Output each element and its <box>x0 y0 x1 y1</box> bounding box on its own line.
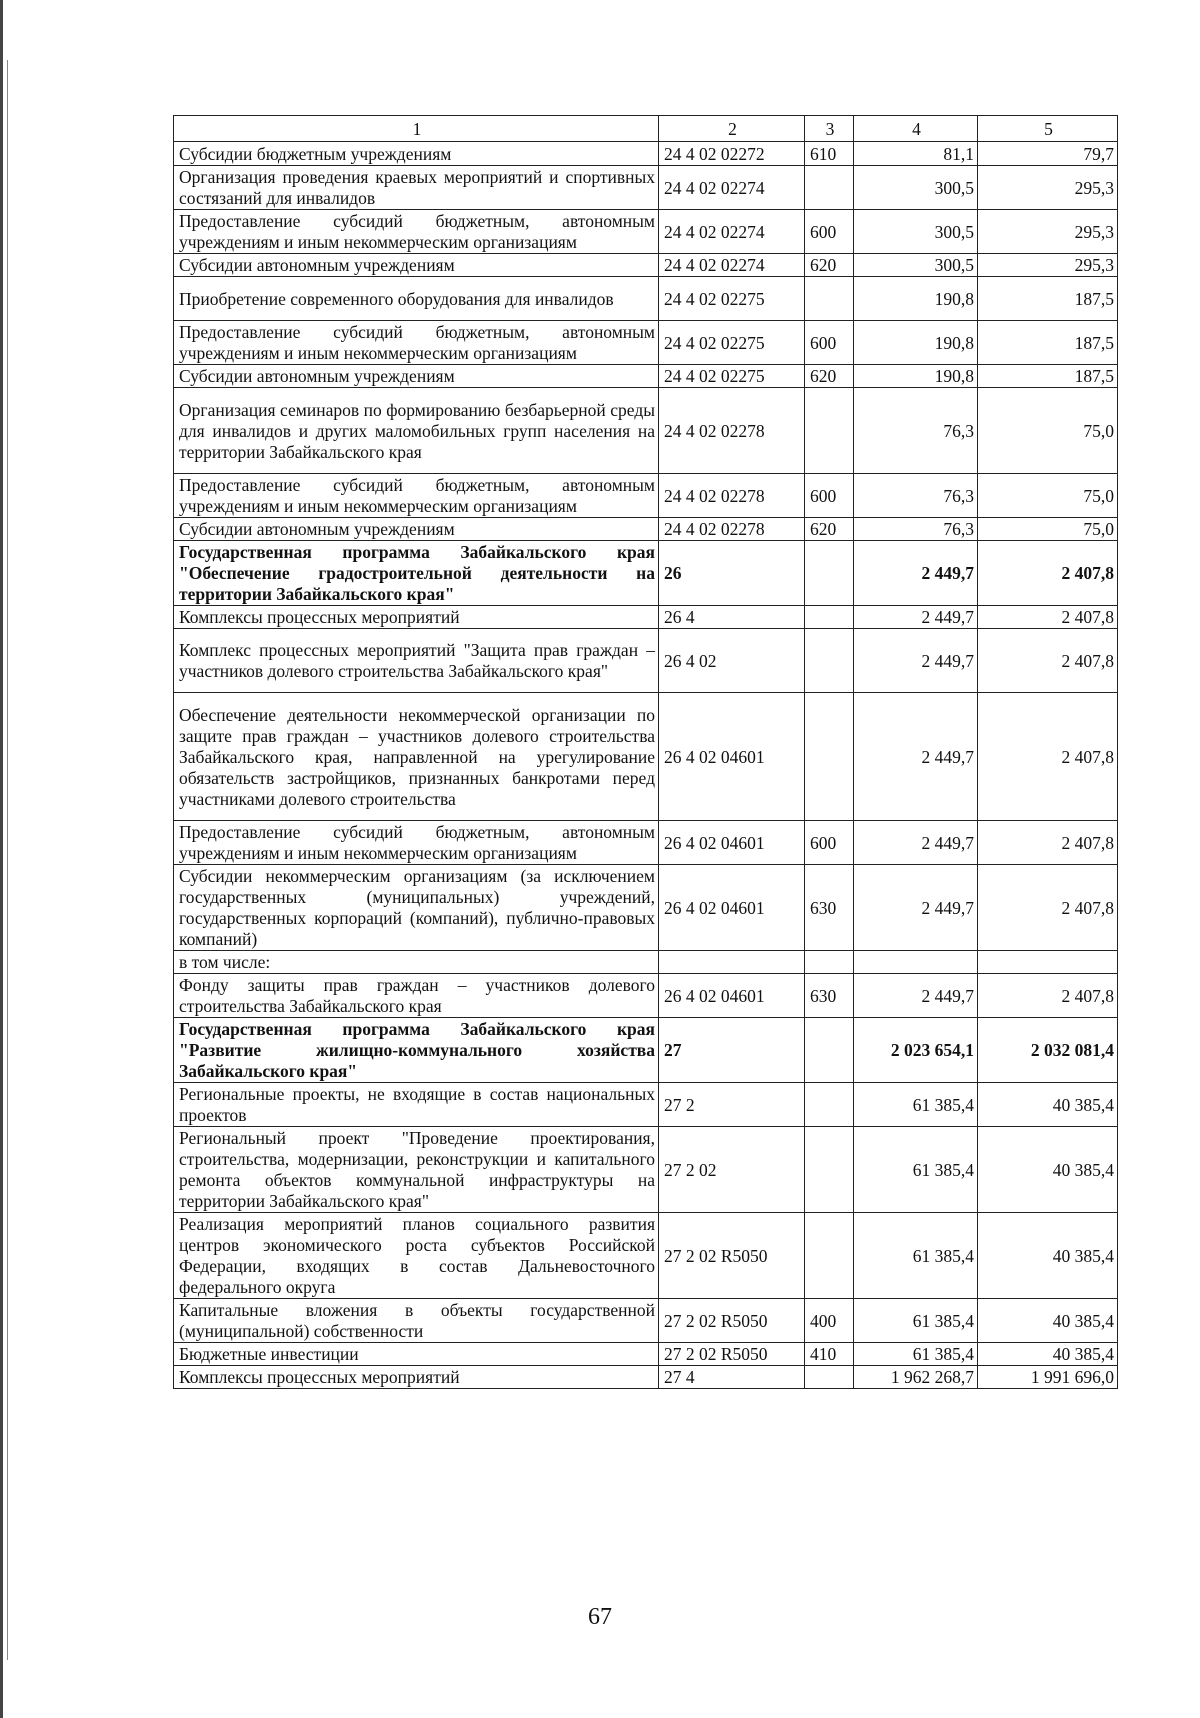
row-value-year-2: 40 385,4 <box>978 1213 1118 1299</box>
row-name: Предоставление субсидий бюджетным, автономным учреждениям и иным некоммерческим организациям <box>174 821 659 865</box>
row-expense-type <box>805 629 854 693</box>
row-value-year-2: 187,5 <box>978 365 1118 388</box>
table-row <box>174 1018 1118 1083</box>
row-expense-type <box>805 166 854 210</box>
row-value-year-1: 2 449,7 <box>854 865 978 951</box>
row-expense-type <box>805 1366 854 1389</box>
row-value-year-1: 1 962 268,7 <box>854 1366 978 1389</box>
row-code: 27 4 <box>659 1366 805 1389</box>
table-row <box>174 321 1118 365</box>
row-name: Предоставление субсидий бюджетным, автономным учреждениям и иным некоммерческим организациям <box>174 321 659 365</box>
row-value-year-2: 295,3 <box>978 166 1118 210</box>
header-col-3: 3 <box>805 116 854 142</box>
table-row <box>174 541 1118 606</box>
row-expense-type <box>805 1127 854 1213</box>
row-name: Субсидии некоммерческим организациям (за исключением государственных (муниципальных) учреждений, государственных корпораций (компаний), публично-правовых компаний) <box>174 865 659 951</box>
table-row <box>174 606 1118 629</box>
row-value-year-1: 2 449,7 <box>854 629 978 693</box>
row-value-year-2: 2 407,8 <box>978 974 1118 1018</box>
row-code: 27 <box>659 1018 805 1083</box>
header-col-1: 1 <box>174 116 659 142</box>
row-code: 24 4 02 02278 <box>659 388 805 474</box>
row-value-year-2: 2 407,8 <box>978 865 1118 951</box>
row-value-year-2: 2 407,8 <box>978 606 1118 629</box>
row-expense-type: 400 <box>805 1299 854 1343</box>
table-row <box>174 166 1118 210</box>
row-name: Субсидии автономным учреждениям <box>174 365 659 388</box>
row-code: 24 4 02 02274 <box>659 166 805 210</box>
row-value-year-2: 75,0 <box>978 388 1118 474</box>
row-code: 24 4 02 02278 <box>659 474 805 518</box>
row-value-year-1: 300,5 <box>854 210 978 254</box>
row-value-year-2: 187,5 <box>978 321 1118 365</box>
row-code: 24 4 02 02275 <box>659 365 805 388</box>
row-code: 24 4 02 02275 <box>659 321 805 365</box>
row-value-year-1: 81,1 <box>854 142 978 166</box>
table-row <box>174 951 1118 974</box>
budget-table-body <box>174 116 1118 1389</box>
table-row <box>174 1083 1118 1127</box>
row-code: 26 4 02 <box>659 629 805 693</box>
table-row <box>174 1343 1118 1366</box>
budget-table <box>173 115 1118 1389</box>
row-expense-type <box>805 541 854 606</box>
row-expense-type: 620 <box>805 518 854 541</box>
row-expense-type: 600 <box>805 210 854 254</box>
scan-edge <box>0 0 3 1718</box>
table-row <box>174 388 1118 474</box>
table-row <box>174 277 1118 321</box>
row-value-year-2: 187,5 <box>978 277 1118 321</box>
row-value-year-2: 2 407,8 <box>978 541 1118 606</box>
row-value-year-2: 75,0 <box>978 518 1118 541</box>
row-value-year-1: 2 449,7 <box>854 821 978 865</box>
row-expense-type <box>805 277 854 321</box>
row-value-year-1: 61 385,4 <box>854 1343 978 1366</box>
row-name: Приобретение современного оборудования для инвалидов <box>174 277 659 321</box>
row-code: 26 4 02 04601 <box>659 974 805 1018</box>
row-expense-type <box>805 388 854 474</box>
header-col-4: 4 <box>854 116 978 142</box>
row-name: Субсидии бюджетным учреждениям <box>174 142 659 166</box>
row-name: Государственная программа Забайкальского края "Обеспечение градостроительной деятельности на территории Забайкальского края" <box>174 541 659 606</box>
row-value-year-1: 76,3 <box>854 388 978 474</box>
row-name: Государственная программа Забайкальского края "Развитие жилищно-коммунального хозяйства Забайкальского края" <box>174 1018 659 1083</box>
row-name: Обеспечение деятельности некоммерческой организации по защите прав граждан – участников долевого строительства Забайкальского края, направленной на урегулирование обязательств застройщиков, признанных банкротами перед участниками долевого строительства <box>174 693 659 821</box>
row-name: Региональный проект "Проведение проектирования, строительства, модернизации, реконструкции и капитального ремонта объектов коммунальной инфраструктуры на территории Забайкальского края" <box>174 1127 659 1213</box>
row-expense-type: 620 <box>805 365 854 388</box>
row-code: 24 4 02 02272 <box>659 142 805 166</box>
row-code: 26 4 <box>659 606 805 629</box>
row-value-year-1: 2 449,7 <box>854 693 978 821</box>
row-value-year-1: 190,8 <box>854 277 978 321</box>
row-code: 27 2 02 <box>659 1127 805 1213</box>
row-name: Предоставление субсидий бюджетным, автономным учреждениям и иным некоммерческим организациям <box>174 474 659 518</box>
table-row <box>174 142 1118 166</box>
row-code: 26 <box>659 541 805 606</box>
row-code: 26 4 02 04601 <box>659 821 805 865</box>
row-name: Бюджетные инвестиции <box>174 1343 659 1366</box>
row-value-year-2: 2 407,8 <box>978 821 1118 865</box>
row-name: Региональные проекты, не входящие в состав национальных проектов <box>174 1083 659 1127</box>
row-code: 24 4 02 02275 <box>659 277 805 321</box>
row-value-year-1: 190,8 <box>854 365 978 388</box>
row-value-year-2: 1 991 696,0 <box>978 1366 1118 1389</box>
row-name: Комплекс процессных мероприятий "Защита прав граждан – участников долевого строительства Забайкальского края" <box>174 629 659 693</box>
row-name: Фонду защиты прав граждан – участников долевого строительства Забайкальского края <box>174 974 659 1018</box>
row-value-year-1: 61 385,4 <box>854 1299 978 1343</box>
row-name: в том числе: <box>174 951 659 974</box>
row-name: Субсидии автономным учреждениям <box>174 518 659 541</box>
row-expense-type: 600 <box>805 321 854 365</box>
row-value-year-2: 2 407,8 <box>978 693 1118 821</box>
row-value-year-2: 40 385,4 <box>978 1127 1118 1213</box>
row-value-year-1: 76,3 <box>854 518 978 541</box>
header-row <box>174 116 1118 142</box>
row-expense-type <box>805 693 854 821</box>
row-code: 24 4 02 02274 <box>659 210 805 254</box>
row-code: 27 2 02 R5050 <box>659 1343 805 1366</box>
table-row <box>174 254 1118 277</box>
row-value-year-1: 2 023 654,1 <box>854 1018 978 1083</box>
table-row <box>174 1366 1118 1389</box>
row-value-year-1: 2 449,7 <box>854 974 978 1018</box>
row-code: 27 2 02 R5050 <box>659 1299 805 1343</box>
row-name: Комплексы процессных мероприятий <box>174 1366 659 1389</box>
row-expense-type <box>805 951 854 974</box>
table-row <box>174 1213 1118 1299</box>
row-name: Реализация мероприятий планов социального развития центров экономического роста субъектов Российской Федерации, входящих в состав Дальневосточного федерального округа <box>174 1213 659 1299</box>
row-code: 27 2 02 R5050 <box>659 1213 805 1299</box>
table-row <box>174 210 1118 254</box>
row-name: Капитальные вложения в объекты государственной (муниципальной) собственности <box>174 1299 659 1343</box>
page-number: 67 <box>588 1604 612 1630</box>
header-col-2: 2 <box>659 116 805 142</box>
row-value-year-1 <box>854 951 978 974</box>
row-name: Организация семинаров по формированию безбарьерной среды для инвалидов и других маломобильных групп населения на территории Забайкальского края <box>174 388 659 474</box>
row-value-year-1: 2 449,7 <box>854 541 978 606</box>
row-name: Организация проведения краевых мероприятий и спортивных состязаний для инвалидов <box>174 166 659 210</box>
table-row <box>174 518 1118 541</box>
row-name: Субсидии автономным учреждениям <box>174 254 659 277</box>
row-expense-type: 410 <box>805 1343 854 1366</box>
row-expense-type <box>805 1213 854 1299</box>
row-value-year-2: 75,0 <box>978 474 1118 518</box>
row-code: 24 4 02 02278 <box>659 518 805 541</box>
row-value-year-2: 40 385,4 <box>978 1299 1118 1343</box>
row-value-year-1: 61 385,4 <box>854 1213 978 1299</box>
row-code: 24 4 02 02274 <box>659 254 805 277</box>
row-value-year-2: 40 385,4 <box>978 1083 1118 1127</box>
row-name: Предоставление субсидий бюджетным, автономным учреждениям и иным некоммерческим организациям <box>174 210 659 254</box>
row-value-year-2 <box>978 951 1118 974</box>
row-expense-type: 600 <box>805 474 854 518</box>
row-value-year-1: 300,5 <box>854 166 978 210</box>
row-code <box>659 951 805 974</box>
header-col-5: 5 <box>978 116 1118 142</box>
row-expense-type <box>805 1018 854 1083</box>
row-value-year-2: 295,3 <box>978 210 1118 254</box>
row-value-year-2: 2 407,8 <box>978 629 1118 693</box>
row-value-year-2: 2 032 081,4 <box>978 1018 1118 1083</box>
table-row <box>174 1299 1118 1343</box>
table-row <box>174 474 1118 518</box>
row-value-year-1: 61 385,4 <box>854 1083 978 1127</box>
table-row <box>174 365 1118 388</box>
row-value-year-2: 295,3 <box>978 254 1118 277</box>
row-value-year-1: 76,3 <box>854 474 978 518</box>
table-row <box>174 693 1118 821</box>
row-name: Комплексы процессных мероприятий <box>174 606 659 629</box>
row-expense-type <box>805 606 854 629</box>
row-value-year-2: 79,7 <box>978 142 1118 166</box>
row-code: 26 4 02 04601 <box>659 865 805 951</box>
row-expense-type: 630 <box>805 974 854 1018</box>
row-value-year-1: 190,8 <box>854 321 978 365</box>
table-row <box>174 821 1118 865</box>
row-code: 27 2 <box>659 1083 805 1127</box>
row-expense-type: 620 <box>805 254 854 277</box>
row-value-year-2: 40 385,4 <box>978 1343 1118 1366</box>
row-expense-type: 600 <box>805 821 854 865</box>
scan-edge-line <box>7 60 8 1660</box>
row-value-year-1: 2 449,7 <box>854 606 978 629</box>
table-row <box>174 974 1118 1018</box>
row-value-year-1: 61 385,4 <box>854 1127 978 1213</box>
row-expense-type: 610 <box>805 142 854 166</box>
row-expense-type <box>805 1083 854 1127</box>
row-value-year-1: 300,5 <box>854 254 978 277</box>
row-expense-type: 630 <box>805 865 854 951</box>
table-row <box>174 1127 1118 1213</box>
row-code: 26 4 02 04601 <box>659 693 805 821</box>
table-row <box>174 865 1118 951</box>
table-row <box>174 629 1118 693</box>
